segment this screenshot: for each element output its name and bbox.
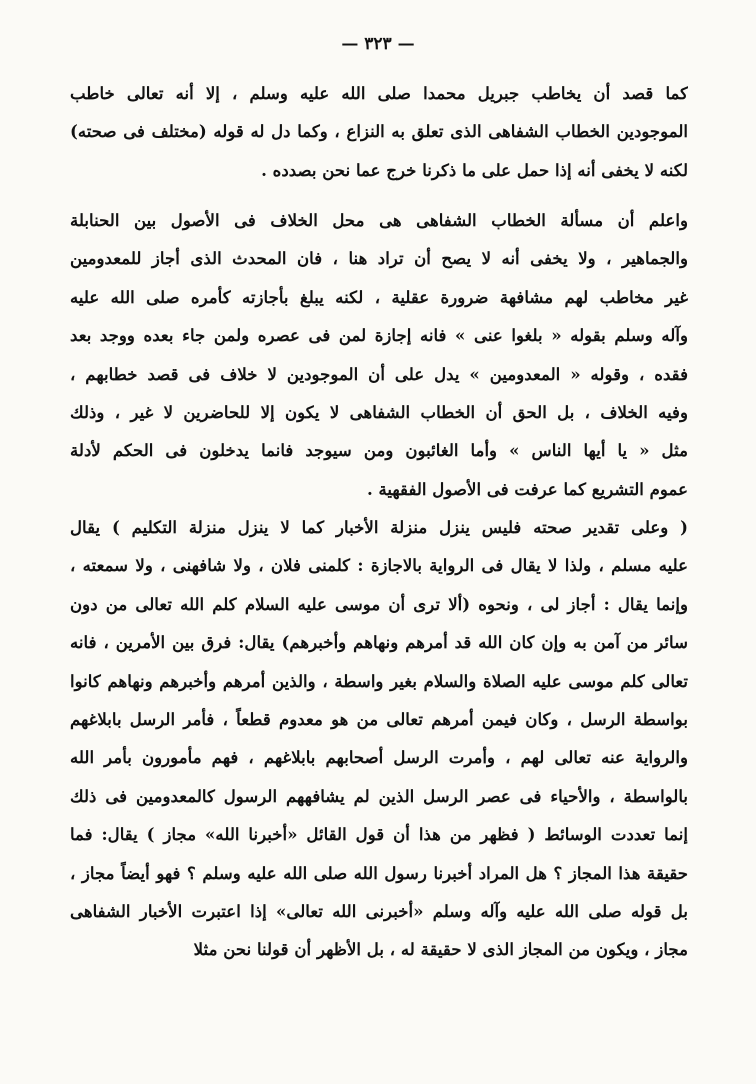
text-line: تعالى كلم موسى عليه الصلاة والسلام بغير واسطة ، والذين أمرهم وأخبرهم ونهاهم كانوا	[70, 670, 688, 691]
text-line: عليه مسلم ، ولذا لا يقال فى الرواية بالاجازة : كلمنى فلان ، ولا شافهنى ، ولا سمعته ،	[70, 555, 688, 576]
text-line: فقده ، وقوله « المعدومين » يدل على أن الموجودين لا خلاف فى قصد خطابهم ،	[70, 363, 688, 384]
text-line: غير مخاطب لهم مشافهة ضرورة عقلية ، لكنه يبلغ بأجازته كأمره صلى الله عليه	[70, 286, 688, 307]
text-line: إنما تعددت الوسائط ( فظهر من هذا أن قول القائل «أخبرنا الله» مجاز ) يقال: فما	[70, 824, 688, 845]
text-line: ( وعلى تقدير صحته فليس ينزل منزلة الأخبار كما لا ينزل منزلة التكليم ) يقال	[70, 517, 688, 537]
page-number: — ٣٢٣ —	[341, 34, 415, 54]
text-line: كما قصد أن يخاطب جبريل محمدا صلى الله عليه وسلم ، إلا أنه تعالى خاطب	[70, 83, 688, 103]
text-line: والرواية عنه تعالى لهم ، وأمرت الرسل أصحابهم بابلاغهم ، فهم مأمورون بأمر الله	[70, 747, 688, 768]
paragraph-1	[70, 74, 688, 189]
text-line: والجماهير ، ولا يخفى أنه لا يصح أن تراد هنا ، فان المحدث الذى أجاز للمعدومين	[70, 248, 688, 269]
text-line: الموجودين الخطاب الشفاهى الذى تعلق به النزاع ، وكما دل له قوله (مختلف فى صحته)	[70, 121, 688, 142]
text-line: سائر من آمن به وإن كان الله قد أمرهم ونهاهم وأخبرهم) يقال: فرق بين الأمرين ، فانه	[70, 632, 688, 653]
text-line: بواسطة الرسل ، وكان فيمن أمرهم تعالى من هو معدوم قطعاً ، فأمر الرسل بابلاغهم	[70, 708, 688, 729]
text-line: واعلم أن مسألة الخطاب الشفاهى هى محل الخلاف فى الأصول بين الحنابلة	[70, 210, 688, 230]
text-line: وفيه الخلاف ، بل الحق أن الخطاب الشفاهى لا يكون إلا للحاضرين لا غير ، وذلك	[70, 401, 688, 422]
text-line: بل قوله صلى الله عليه وآله وسلم «أخبرنى الله تعالى» إذا اعتبرت الأخبار الشفاهى	[70, 900, 688, 921]
text-line: مجاز ، ويكون من المجاز الذى لا حقيقة له ، بل الأظهر أن قولنا نحن مثلا	[193, 939, 688, 960]
paragraph-2	[70, 201, 688, 508]
text-line: بالواسطة ، والأحياء فى عصر الرسل الذين لم يشافههم الرسول كالمعدومين فى ذلك	[70, 785, 688, 806]
paragraph-3	[70, 508, 688, 969]
text-line: لكنه لا يخفى أنه إذا حمل على ما ذكرنا خرج عما نحن بصدده .	[261, 159, 688, 180]
text-line: حقيقة هذا المجاز ؟ هل المراد أخبرنا رسول الله صلى الله عليه وسلم ؟ فهو أيضاً مجاز ،	[70, 862, 688, 883]
text-line: وآله وسلم بقوله « بلغوا عنى » فانه إجازة لمن فى عصره ولمن جاء بعده ووجد بعد	[70, 325, 688, 346]
text-line: مثل « يا أيها الناس » وأما الغائبون ومن سيوجد فانما يدخلون فى الحكم لأدلة	[70, 440, 688, 461]
text-line: عموم التشريع كما عرفت فى الأصول الفقهية .	[366, 478, 688, 499]
text-line: وإنما يقال : أجاز لى ، ونحوه (ألا ترى أن موسى عليه السلام كلم الله تعالى من دون	[70, 593, 688, 614]
